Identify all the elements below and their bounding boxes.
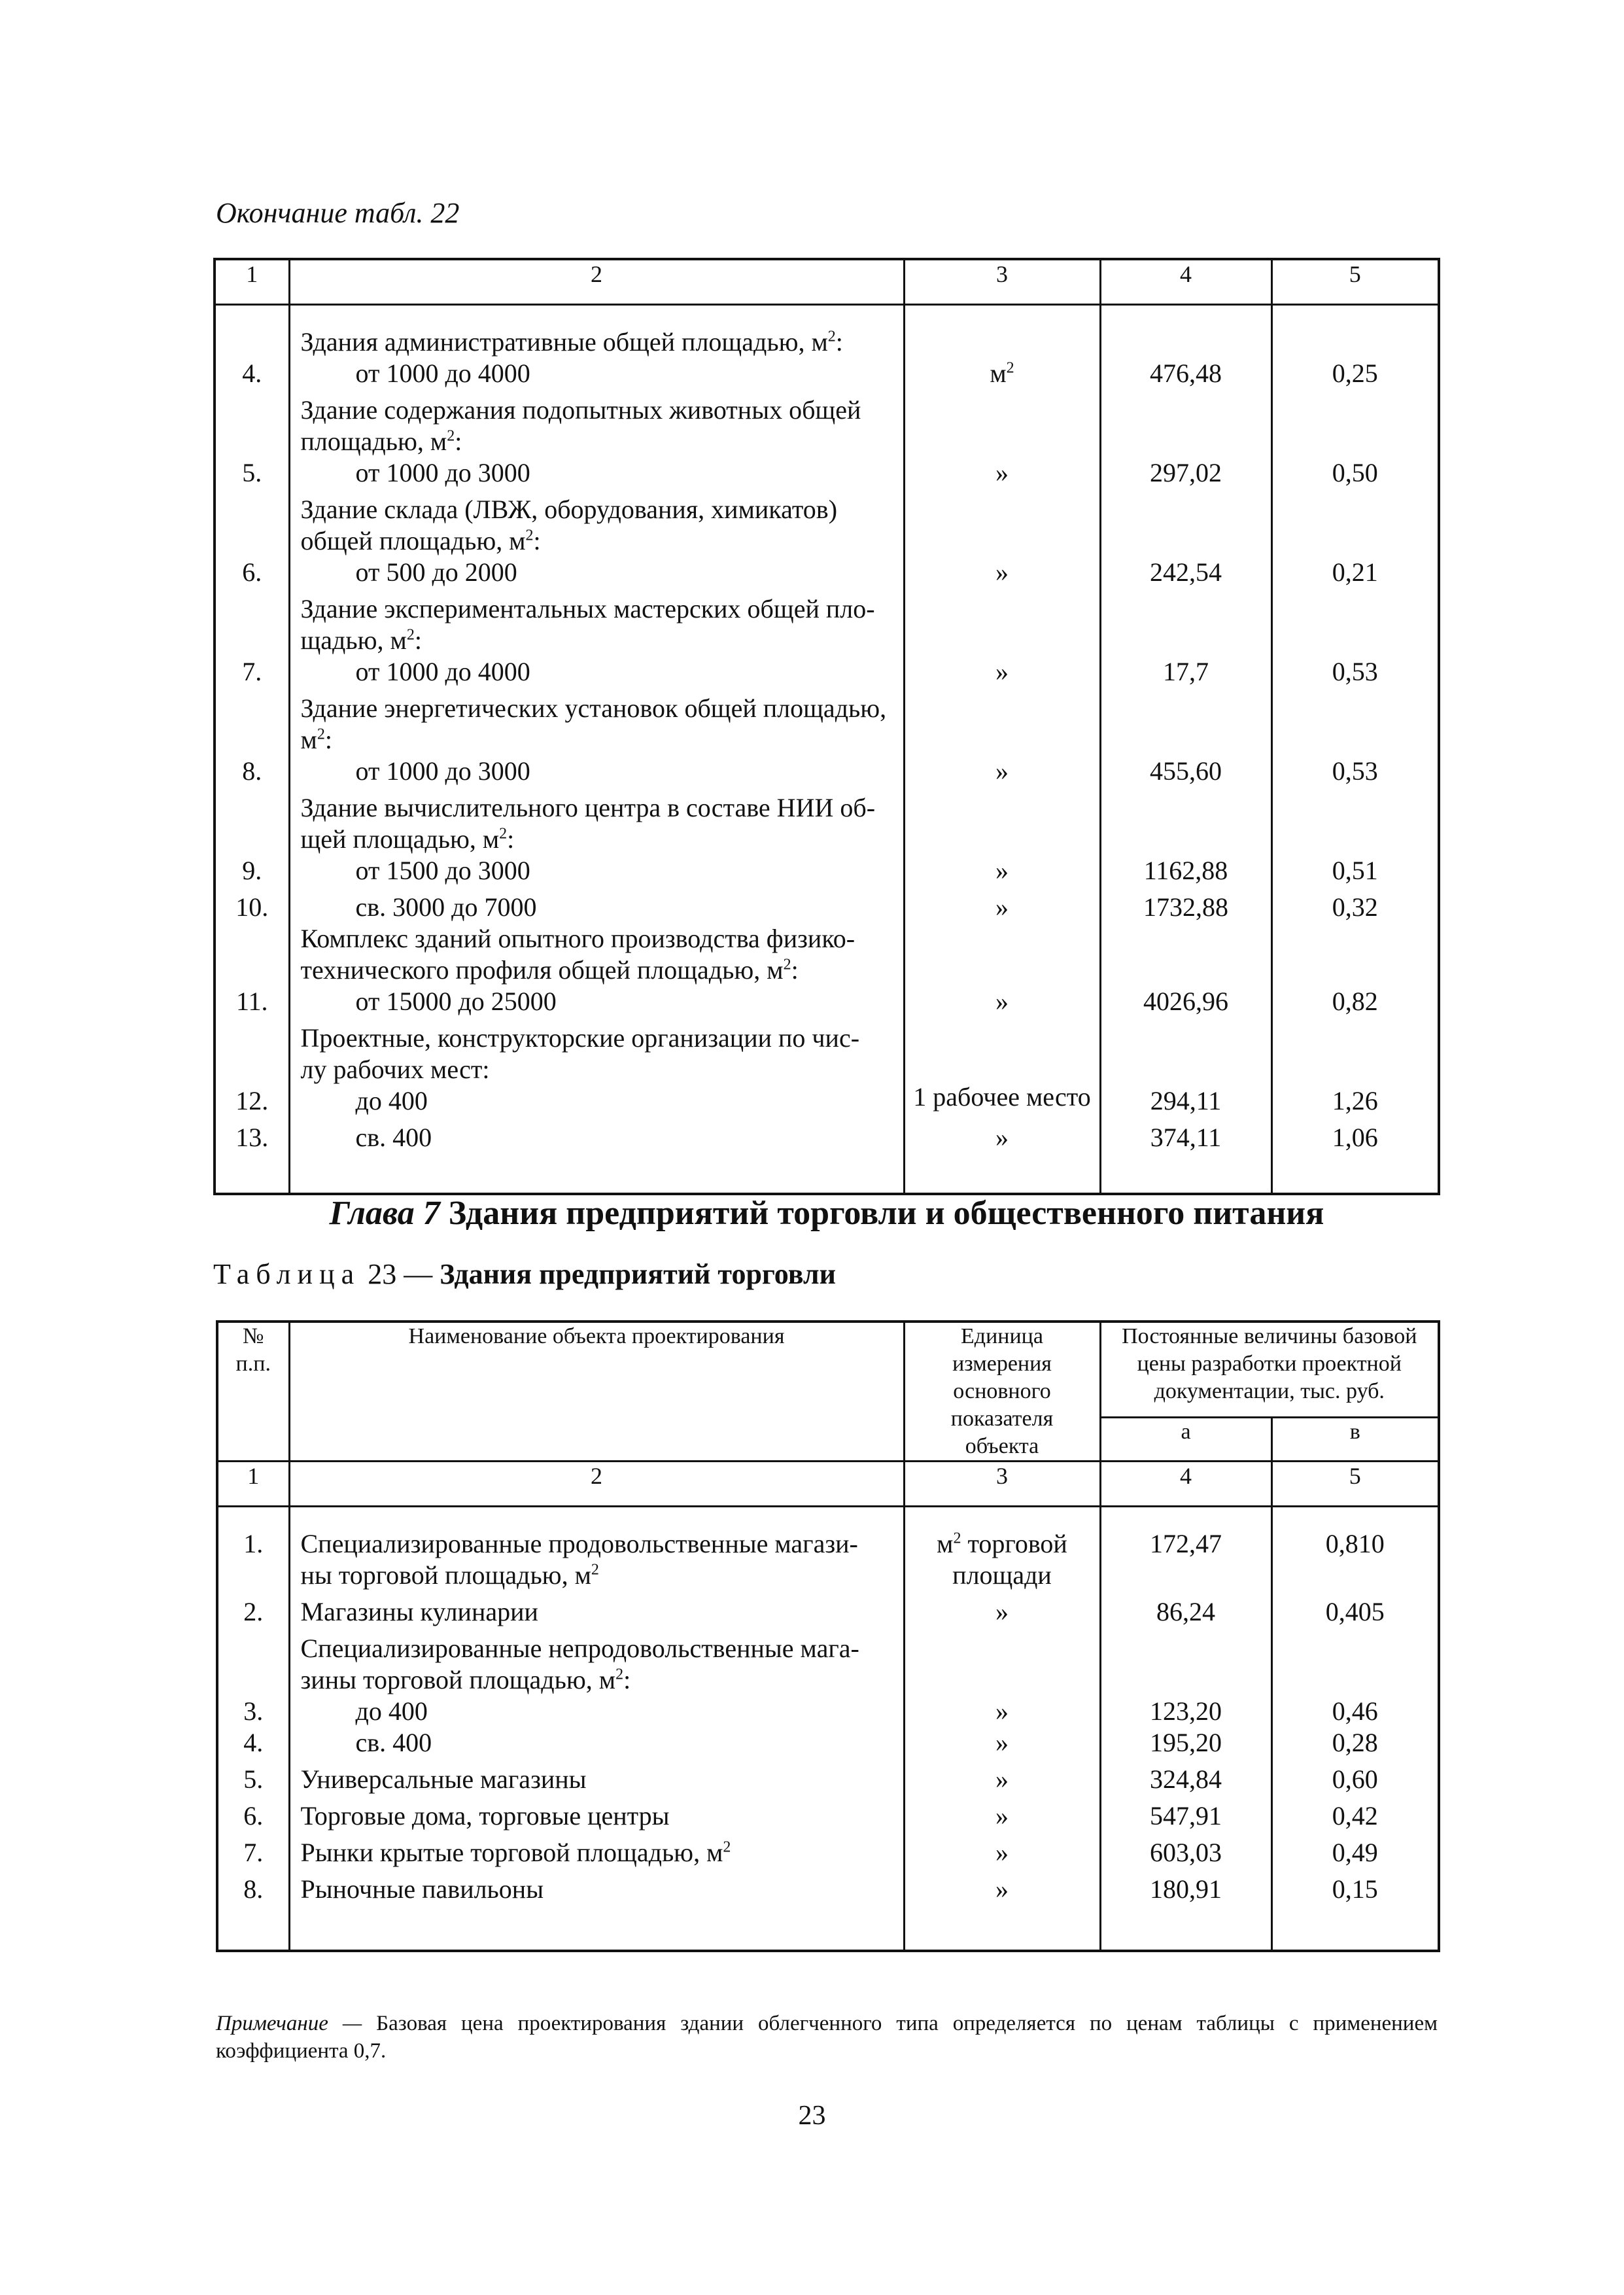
value-b: 0,46 [1271,1633,1439,1727]
column-number: 5 [1271,259,1439,305]
value-b: 1,06 [1271,1122,1439,1153]
head-num: № п.п. [217,1322,289,1462]
spacer-cell [904,1507,1100,1529]
unit-of-measure: » [904,892,1100,923]
name-line: Здание вычислительного центра в составе НИИ об- [300,793,876,822]
object-name [289,1023,904,1122]
name-line: зины торговой площадью, $м^2$: [300,1665,631,1694]
name-line: площадью, $м^2$: [300,427,462,456]
value-a: 476,48 [1100,326,1271,394]
row-number: 12. [235,1086,269,1115]
table-note [216,2010,1438,2065]
name-line: Торговые дома, торговые центры [300,1801,670,1831]
value-a: 1732,88 [1100,892,1271,923]
name-line: $м^2$: [300,725,332,754]
column-number: 1 [215,259,289,305]
name-line: Специализированные непродовольственные мага- [300,1634,859,1663]
unit-of-measure: » [904,792,1100,892]
row-number: 8. [243,1874,264,1904]
name-line: Здание экспериментальных мастерских общей пло- [300,594,875,623]
unit-of-measure: 1 рабочее место [904,1023,1100,1122]
name-line: св. 400 [355,1123,432,1152]
value-a: 455,60 [1100,693,1271,792]
row-number: 3. [243,1696,264,1726]
spacer-cell [289,305,904,327]
table-row [215,1122,1439,1153]
table-row [215,326,1439,394]
table-23-caption [213,1257,836,1291]
name-line: от 500 до 2000 [355,557,517,587]
value-b: 0,810 [1271,1528,1439,1596]
spacer-cell [215,305,289,327]
object-name [289,1837,904,1874]
spacer-cell [1100,1910,1271,1951]
name-line: до 400 [355,1696,428,1726]
column-number-row [217,1462,1439,1507]
name-line: Проектные, конструкторские организации по чис- [300,1023,860,1053]
spacer-cell [1271,305,1439,327]
name-line: св. 3000 до 7000 [355,892,537,922]
unit-of-measure: » [904,1800,1100,1837]
name-line: Рынки крытые торговой площадью, $м^2$ [300,1838,731,1867]
unit-of-measure: » [904,593,1100,693]
value-a: 603,03 [1100,1837,1271,1874]
unit-of-measure: » [904,1837,1100,1874]
table-row [215,923,1439,1023]
object-name [289,593,904,693]
name-line: от 1000 до 3000 [355,458,530,487]
value-a: 195,20 [1100,1727,1271,1764]
spacer-cell [289,1153,904,1194]
value-a: 86,24 [1100,1596,1271,1633]
head-price: Постоянные величины базовой цены разработки проектной документации, тыс. руб. [1100,1322,1439,1418]
name-line: Здание содержания подопытных животных общей [300,395,861,425]
chapter-title: Здания предприятий торговли и общественного питания [448,1195,1324,1232]
row-number: 6. [243,1801,264,1831]
value-a: 547,91 [1100,1800,1271,1837]
spacer-row [217,1910,1439,1951]
value-b: 0,28 [1271,1727,1439,1764]
table-row [217,1528,1439,1596]
head-name: Наименование объекта проектирования [289,1322,904,1462]
object-name [289,1596,904,1633]
object-name [289,1764,904,1800]
table-row [217,1596,1439,1633]
value-b: 0,53 [1271,593,1439,693]
column-number: 3 [904,259,1100,305]
spacer-cell [1100,1153,1271,1194]
table-row [215,792,1439,892]
column-number: 2 [289,259,904,305]
value-b: 0,15 [1271,1874,1439,1910]
unit-of-measure: » [904,1122,1100,1153]
value-a: 123,20 [1100,1633,1271,1727]
row-number: 10. [235,892,269,922]
row-number: 1. [243,1529,264,1558]
spacer-cell [217,1507,289,1529]
unit-of-measure: » [904,1764,1100,1800]
name-line: Здания административные общей площадью, $м^2$: [300,327,843,357]
unit-of-measure: » [904,693,1100,792]
spacer-cell [1100,1507,1271,1529]
name-line: до 400 [355,1086,428,1115]
value-b: 0,32 [1271,892,1439,923]
spacer-cell [904,305,1100,327]
row-number: 5. [243,1764,264,1794]
table-row [215,1023,1439,1122]
name-line: Магазины кулинарии [300,1597,538,1626]
column-number: 3 [904,1462,1100,1507]
table-caption-prefix: Таблица [213,1258,361,1290]
unit-of-measure: » [904,1596,1100,1633]
spacer-cell [289,1507,904,1529]
unit-of-measure: » [904,1633,1100,1727]
spacer-cell [217,1910,289,1951]
value-b: 0,53 [1271,693,1439,792]
table-row [217,1633,1439,1727]
column-number-row [215,259,1439,305]
table-row [215,494,1439,593]
object-name [289,923,904,1023]
head-col-b: в [1271,1418,1439,1462]
unit-of-measure: » [904,923,1100,1023]
note-text: Базовая цена проектирования здании облегченного типа определяется по ценам таблицы с применением коэффициента 0,7. [216,2012,1438,2063]
chapter-heading [216,1194,1438,1233]
head-col-a: а [1100,1418,1271,1462]
unit-of-measure: $м^2$ [904,326,1100,394]
row-number: 4. [243,1728,264,1757]
value-a: 374,11 [1100,1122,1271,1153]
value-b: 0,82 [1271,923,1439,1023]
value-b: 0,50 [1271,394,1439,494]
value-a: 17,7 [1100,593,1271,693]
name-line: от 15000 до 25000 [355,987,557,1016]
spacer-cell [215,1153,289,1194]
value-a: 180,91 [1100,1874,1271,1910]
table-22-continuation [213,258,1440,1195]
value-b: 1,26 [1271,1023,1439,1122]
head-unit: Единица измерения основного показателя объекта [904,1322,1100,1462]
unit-of-measure: » [904,494,1100,593]
value-a: 294,11 [1100,1023,1271,1122]
spacer-cell [1271,1153,1439,1194]
name-line: св. 400 [355,1728,432,1757]
name-line: от 1000 до 4000 [355,657,530,686]
value-b: 0,405 [1271,1596,1439,1633]
object-name [289,1727,904,1764]
value-a: 4026,96 [1100,923,1271,1023]
value-a: 324,84 [1100,1764,1271,1800]
name-line: Рыночные павильоны [300,1874,544,1904]
spacer-row [215,305,1439,327]
spacer-cell [1271,1910,1439,1951]
name-line: Здание энергетических установок общей площадью, [300,693,887,723]
object-name [289,693,904,792]
value-b: 0,42 [1271,1800,1439,1837]
object-name [289,1633,904,1727]
table-caption-title: Здания предприятий торговли [440,1258,836,1290]
table-row [215,693,1439,792]
object-name [289,1874,904,1910]
value-b: 0,49 [1271,1837,1439,1874]
column-number: 1 [217,1462,289,1507]
row-number: 11. [235,987,268,1016]
row-number: 2. [243,1597,264,1626]
object-name [289,326,904,394]
unit-of-measure: $м^2$ торговой площади [904,1528,1100,1596]
spacer-cell [289,1910,904,1951]
name-line: общей площадью, $м^2$: [300,526,541,555]
name-line: Универсальные магазины [300,1764,587,1794]
row-number: 5. [242,458,262,487]
row-number: 9. [242,856,262,885]
spacer-cell [1100,305,1271,327]
column-number: 5 [1271,1462,1439,1507]
value-b: 0,60 [1271,1764,1439,1800]
value-b: 0,51 [1271,792,1439,892]
table-row [217,1727,1439,1764]
object-name [289,892,904,923]
row-number: 6. [242,557,262,587]
continuation-caption: Окончание табл. 22 [216,197,460,229]
value-a: 242,54 [1100,494,1271,593]
name-line: ны торговой площадью, $м^2$ [300,1560,599,1590]
column-number: 4 [1100,1462,1271,1507]
name-line: лу рабочих мест: [300,1055,490,1084]
value-a: 297,02 [1100,394,1271,494]
row-number: 8. [242,756,262,786]
spacer-cell [904,1153,1100,1194]
value-b: 0,25 [1271,326,1439,394]
row-number: 7. [242,657,262,686]
object-name [289,792,904,892]
name-line: щадью, $м^2$: [300,625,422,655]
name-line: Комплекс зданий опытного производства физико- [300,924,855,953]
name-line: щей площадью, $м^2$: [300,824,515,854]
value-a: 172,47 [1100,1528,1271,1596]
name-line: Специализированные продовольственные магази- [300,1529,858,1558]
value-a: 1162,88 [1100,792,1271,892]
object-name [289,1528,904,1596]
object-name [289,1800,904,1837]
row-number: 7. [243,1838,264,1867]
spacer-cell [1271,1507,1439,1529]
name-line: от 1500 до 3000 [355,856,530,885]
name-line: Здание склада (ЛВЖ, оборудования, химикатов) [300,495,838,524]
column-number: 2 [289,1462,904,1507]
table-row [215,593,1439,693]
row-number: 4. [242,359,262,388]
object-name [289,394,904,494]
spacer-cell [904,1910,1100,1951]
table-row [217,1837,1439,1874]
chapter-label: Глава 7 [329,1195,440,1232]
object-name [289,1122,904,1153]
note-label: Примечание — [216,2012,362,2035]
name-line: от 1000 до 3000 [355,756,530,786]
table-23 [216,1320,1440,1952]
name-line: от 1000 до 4000 [355,359,530,388]
spacer-row [217,1507,1439,1529]
row-number: 13. [235,1123,269,1152]
page-number: 23 [798,2101,826,2131]
spacer-row [215,1153,1439,1194]
table-row [217,1874,1439,1910]
table-row [217,1764,1439,1800]
table-caption-number: 23 — [368,1258,433,1290]
unit-of-measure: » [904,1727,1100,1764]
unit-of-measure: » [904,1874,1100,1910]
value-b: 0,21 [1271,494,1439,593]
table-row [217,1800,1439,1837]
table-row [215,892,1439,923]
name-line: технического профиля общей площадью, $м^2$: [300,955,799,985]
table-row [215,394,1439,494]
unit-of-measure: » [904,394,1100,494]
object-name [289,494,904,593]
column-number: 4 [1100,259,1271,305]
